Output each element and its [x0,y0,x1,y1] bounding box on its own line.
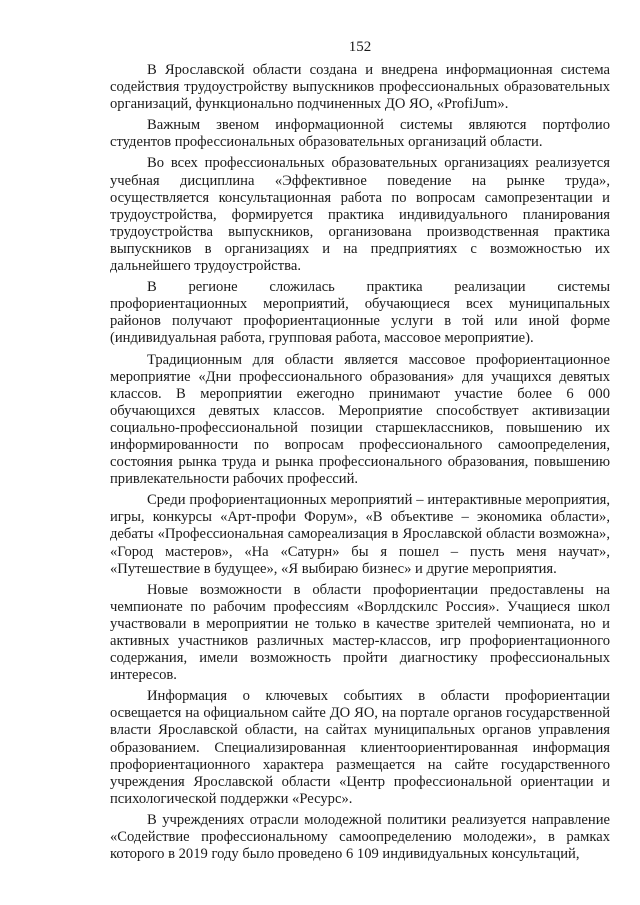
paragraph-1: В Ярославской области создана и внедрена информационная система содействия трудоустройству выпускников профессиональных образовательных организаций, функционально подчиненных ДО ЯО, «ProfiJum». [110,62,610,113]
page-number: 152 [348,39,372,55]
paragraph-8: Информация о ключевых событиях в области профориентации освещается на официальном сайте ДО ЯО, на портале органов государственной власти Ярославской области, на сайтах муниципальных органов управления образованием. Специализированная клиентоориентированная информация профориентационного характера размещается на сайте государственного учреждения Ярославской области «Центр профессиональной ориентации и психологической поддержки «Ресурс». [110,688,610,807]
paragraph-7: Новые возможности в области профориентации предоставлены на чемпионате по рабочим профессиям «Ворлдскилс Россия». Учащиеся школ участвовали в мероприятии не только в качестве зрителей чемпионата, но и активных участников различных мастер-классов, игр профориентационного содержания, имели возможность пройти диагностику профессиональных интересов. [110,581,610,684]
paragraph-6: Среди профориентационных мероприятий – интерактивные мероприятия, игры, конкурсы «Арт-профи Форум», «В объективе – экономика области», дебаты «Профессиональная самореализация в Ярославской области возможна», «Город мастеров», «На «Сатурн» бы я пошел – пусть меня научат», «Путешествие в будущее», «Я выбираю бизнес» и другие мероприятия. [110,492,610,577]
paragraph-9: В учреждениях отрасли молодежной политики реализуется направление «Содействие профессиональному самоопределению молодежи», в рамках которого в 2019 году было проведено 6 109 индивидуальных консультаций, [110,811,610,863]
document-page [110,38,610,867]
paragraph-2: Важным звеном информационной системы являются портфолио студентов профессиональных образовательных организаций области. [110,117,610,151]
paragraph-3: Во всех профессиональных образовательных организациях реализуется учебная дисциплина «Эффективное поведение на рынке труда», осуществляется консультационная работа по вопросам самопрезентации и трудоустройства, формируется практика индивидуального планирования трудоустройства выпускников, организована производственная практика выпускников в организациях и на предприятиях с возможностью их дальнейшего трудоустройства. [110,155,610,275]
paragraph-4: В регионе сложилась практика реализации системы профориентационных мероприятий, обучающиеся всех муниципальных районов получают профориентационные услуги в той или иной форме (индивидуальная работа, групповая работа, массовое мероприятие). [110,279,610,347]
paragraph-5: Традиционным для области является массовое профориентационное мероприятие «Дни профессионального образования» для учащихся девятых классов. В мероприятии ежегодно принимают участие более 6 000 обучающихся девятых классов. Мероприятие способствует активизации социально-профессиональной позиции старшеклассников, повышению их информированности по вопросам профессионального самоопределения, состояния рынка труда и рынка профессионального образования, повышению привлекательности рабочих профессий. [110,351,610,488]
